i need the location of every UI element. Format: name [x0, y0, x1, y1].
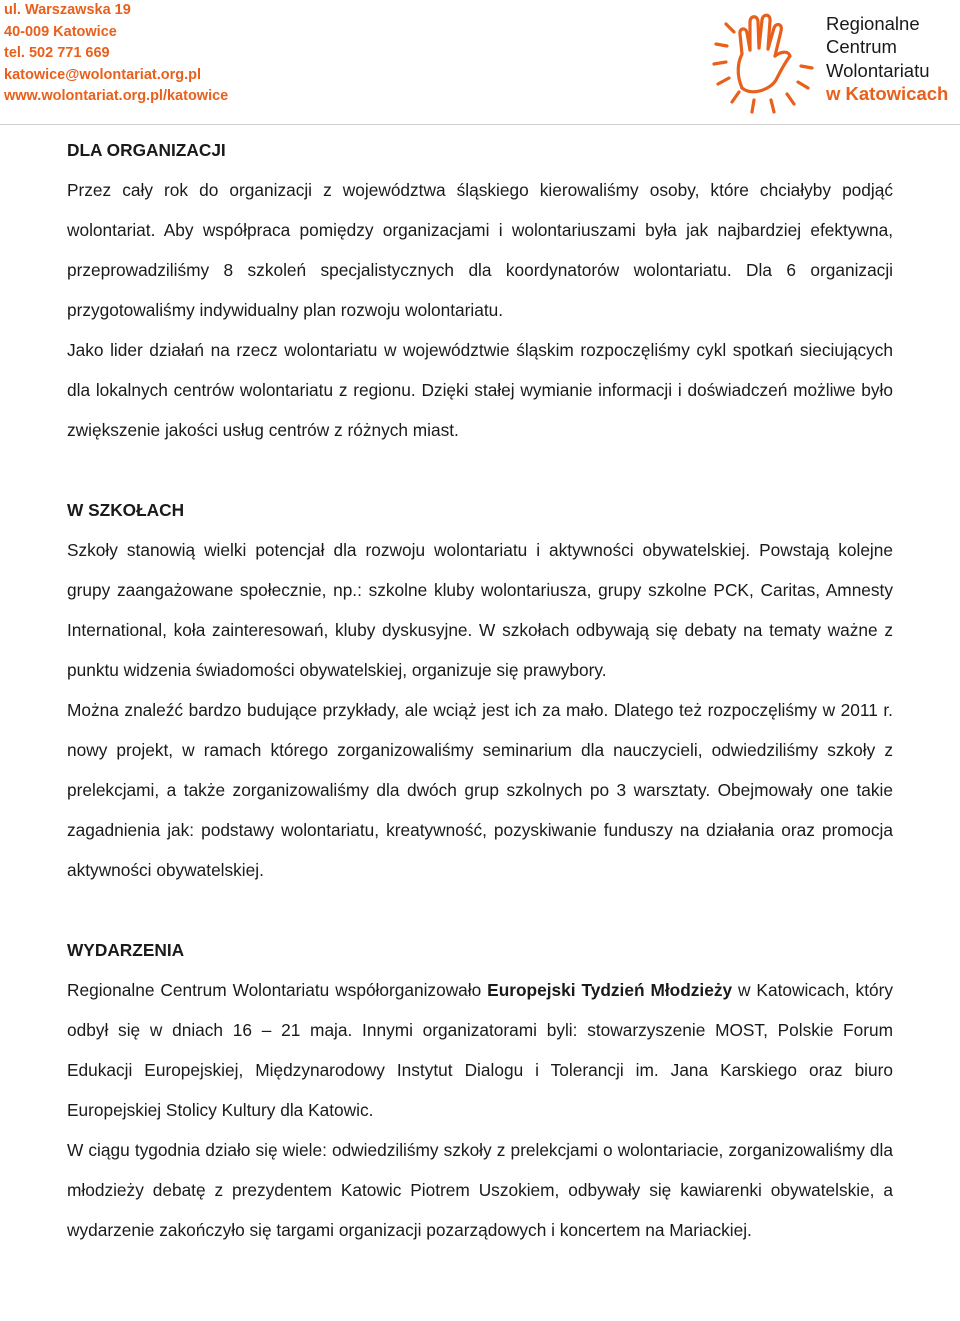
document-body	[67, 130, 893, 1250]
section-heading-wydarzenia: WYDARZENIA	[67, 940, 185, 960]
phone: tel. 502 771 669	[4, 45, 110, 62]
logo-wordmark	[826, 12, 948, 106]
address-city: 40-009 Katowice	[4, 23, 117, 40]
contact-block	[4, 0, 228, 108]
paragraph-organizacje-1: Przez cały rok do organizacji z województwa śląskiego kierowaliśmy osoby, które chciałyby podjąć wolontariat. Aby współpraca pomiędzy organizacjami i wolontariuszami była jak najbardziej efektywna, przeprowadziliśmy 8 szkoleń specjalistycznych dla koordynatorów wolontariatu. Dla 6 organizacji przygotowaliśmy indywidualny plan rozwoju wolontariatu.	[67, 180, 893, 320]
paragraph-wydarzenia-1-start: Regionalne Centrum Wolontariatu współorganizowało	[67, 980, 488, 1000]
paragraph-wydarzenia-1-end: w Katowicach, który odbył się w dniach 16 – 21 maja. Innymi organizatorami byli: stowarzyszenie MOST, Polskie Forum Edukacji Europejskiej, Międzynarodowy Instytut Dialogu i Tolerancji im. Jana Karskiego oraz biuro Europejskiej Stolicy Kultury dla Katowic.	[67, 980, 893, 1120]
header-divider	[0, 124, 960, 125]
section-heading-szkoly: W SZKOŁACH	[67, 500, 185, 520]
email-link[interactable]: katowice@wolontariat.org.pl	[4, 66, 202, 83]
address-street: ul. Warszawska 19	[4, 2, 131, 18]
logo-city: w Katowicach	[826, 83, 949, 105]
paragraph-organizacje-2: Jako lider działań na rzecz wolontariatu w województwie śląskim rozpoczęliśmy cykl spotkań sieciujących dla lokalnych centrów wolontariatu z regionu. Dzięki stałej wymianie informacji i doświadczeń możliwe było zwiększenie jakości usług centrów z różnych miast.	[67, 340, 893, 440]
logo-line-1: Regionalne	[826, 13, 920, 34]
section-heading-organizacje: DLA ORGANIZACJI	[67, 140, 226, 160]
paragraph-szkoly-1: Szkoły stanowią wielki potencjał dla rozwoju wolontariatu i aktywności obywatelskiej. Powstają kolejne grupy zaangażowane społecznie, np.: szkolne kluby wolontariusza, grupy szkolne PCK, Caritas, Amnesty International, koła zainteresowań, kluby dyskusyjne. W szkołach odbywają się debaty na tematy ważne z punktu widzenia świadomości obywatelskiej, organizuje się prawybory.	[67, 540, 893, 680]
website-link[interactable]: www.wolontariat.org.pl/katowice	[4, 88, 229, 105]
letterhead	[0, 0, 960, 128]
paragraph-wydarzenia-1	[67, 970, 893, 1130]
hand-icon	[708, 4, 820, 116]
paragraph-szkoly-2: Można znaleźć bardzo budujące przykłady, ale wciąż jest ich za mało. Dlatego też rozpoczęliśmy w 2011 r. nowy projekt, w ramach którego zorganizowaliśmy seminarium dla nauczycieli, odwiedziliśmy szkoły z prelekcjami, a także zorganizowaliśmy dla dwóch grup szkolnych po 3 warsztaty. Obejmowały one takie zagadnienia jak: podstawy wolontariatu, kreatywność, pozyskiwanie funduszy na działania oraz promocja aktywności obywatelskiej.	[67, 700, 893, 880]
paragraph-wydarzenia-2: W ciągu tygodnia działo się wiele: odwiedziliśmy szkoły z prelekcjami o wolontariacie, zorganizowaliśmy dla młodzieży debatę z prezydentem Katowic Piotrem Uszokiem, odbywały się kawiarenki obywatelskie, a wydarzenie zakończyło się targami organizacji pozarządowych i koncertem na Mariackiej.	[67, 1140, 893, 1240]
logo-line-3: Wolontariatu	[826, 59, 930, 81]
logo-line-2: Centrum	[826, 36, 897, 58]
event-name: Europejski Tydzień Młodzieży	[487, 980, 733, 1000]
